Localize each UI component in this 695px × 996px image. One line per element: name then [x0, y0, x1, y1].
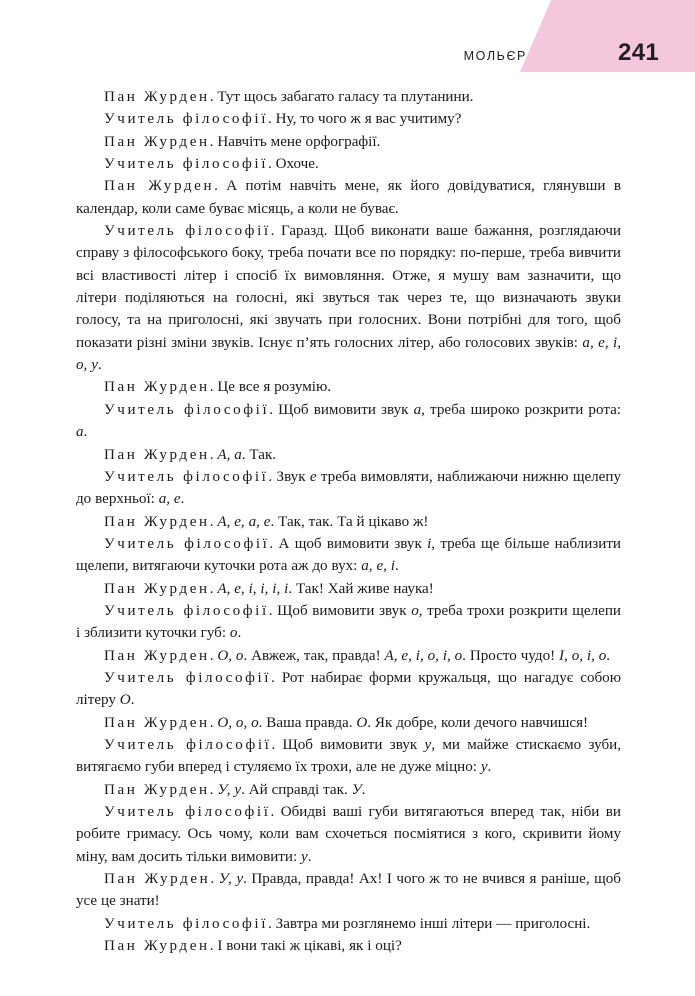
line-text: . Охоче. [267, 156, 319, 173]
line-text: . Правда, правда! Ах! І чого ж то не вчився я раніше, щоб усе це знати! [76, 871, 621, 910]
sound-letter: У, у [218, 871, 244, 888]
speaker-name: Пан Журден [104, 580, 210, 597]
line-text: . Щоб вимовити звук [271, 736, 425, 753]
speaker-name: Учитель філософії [104, 736, 272, 753]
line-text: . Тут щось забагато галасу та плутанини. [209, 89, 474, 105]
line-text: . [307, 848, 312, 865]
line-text: . [209, 513, 218, 530]
line-text: . Так, так. Та й цікаво ж! [270, 513, 429, 530]
speaker-name: Учитель філософії [104, 669, 272, 686]
line-text: . Ну, то чого ж я вас учитиму? [267, 111, 462, 128]
sound-letter: А, е, а, е [217, 513, 271, 530]
dialogue-paragraph [76, 801, 621, 868]
line-text: . Щоб вимовити звук [268, 602, 412, 619]
line-text: . [209, 781, 218, 798]
dialogue-paragraph [76, 533, 621, 578]
line-text: . [97, 357, 102, 374]
speaker-name: Пан Журден [104, 513, 210, 530]
sound-letter: о [229, 625, 238, 642]
line-text: . [130, 692, 135, 709]
speaker-name: Учитель філософії [104, 223, 271, 240]
line-text: . [210, 871, 219, 888]
line-text: . [209, 647, 218, 664]
sound-letter: а, е, і [361, 558, 395, 575]
speaker-name: Учитель філософії [104, 602, 269, 619]
line-text: . [394, 558, 399, 575]
sound-letter: О [119, 692, 131, 709]
dialogue-paragraph [76, 935, 621, 957]
dialogue-paragraph [76, 220, 621, 376]
dialogue-paragraph [76, 600, 621, 645]
sound-letter: У [351, 781, 362, 798]
sound-letter: а, е [158, 491, 181, 508]
speaker-name: Пан Журден [104, 938, 210, 955]
dialogue-paragraph [76, 153, 621, 175]
dialogue-paragraph [76, 444, 621, 466]
line-text: . Завтра ми розглянемо інші літери — приголосні. [267, 915, 591, 932]
sound-letter: А, е, і, о, і, о [384, 647, 463, 664]
speaker-name: Пан Журден [104, 89, 210, 105]
line-text: . Звук [268, 468, 310, 485]
speaker-name: Учитель філософії [104, 111, 268, 128]
line-text: . Просто чудо! [462, 647, 560, 664]
line-text: . Ай справді так. [241, 781, 352, 798]
line-text: , ми майже стискаємо зуби, витягаємо губи вперед і стуляємо їх трохи, але не дуже міцно: [76, 736, 622, 776]
line-text: . Так. [241, 446, 277, 463]
speaker-name: Пан Журден [104, 133, 210, 150]
speaker-name: Пан Журден [104, 446, 210, 463]
line-text: . [180, 491, 185, 508]
speaker-name: Учитель філософії [104, 804, 271, 820]
line-text: . Ваша правда. [258, 714, 357, 731]
page-header [0, 0, 695, 78]
line-text: . Рот набирає форми кружальця, що нагадує собою літеру [76, 669, 622, 709]
dialogue-paragraph [76, 734, 621, 779]
sound-letter: У, у [217, 781, 242, 798]
dialogue-paragraph [76, 399, 621, 444]
line-text: . [209, 714, 218, 731]
line-text: . Обидві ваші губи витягаються вперед так, ніби ви робите гримасу. Ось чому, коли вам схочеться посміятися з кого, скривити йому міну, вам досить тільки вимовити: [76, 804, 621, 865]
line-text: . [361, 781, 366, 798]
sound-letter: а [413, 401, 422, 418]
speaker-name: Пан Журден [104, 647, 210, 664]
line-text: . Гаразд. Щоб виконати ваше бажання, розглядаючи справу з філософського боку, треба почати все по порядку: по-перше, треба вивчити всі властивості літер і спосіб їх вимовляння. Отже, я мушу вам зазначити, що літери поділяються на голосні, які звуться так через те, що визначають звуки голосу, та на приголосні, які звучать при голосних. Вони потрібні для того, щоб показати різні зміни звуків. Існує п’ять голосних літер, або голосових звуків: [76, 223, 621, 351]
speaker-name: Пан Журден [104, 781, 210, 798]
speaker-name: Учитель філософії [104, 915, 268, 932]
line-text: . Як добре, коли дечого навчишся! [367, 714, 589, 731]
speaker-name: Учитель філософії [104, 468, 269, 485]
sound-letter: О, о, о [217, 714, 259, 731]
sound-letter: О, о [217, 647, 244, 664]
sound-letter: а [76, 424, 84, 441]
line-text: . [209, 580, 218, 597]
speaker-name: Учитель філософії [104, 535, 270, 552]
sound-letter: А, е, і, і, і, і [217, 580, 289, 597]
speaker-name: Пан Журден [104, 178, 215, 195]
sound-letter: а, е, і, о, у [76, 334, 621, 374]
line-text: . [606, 647, 611, 664]
line-text: . [237, 625, 242, 642]
line-text: . Щоб вимовити звук [269, 401, 414, 418]
line-text: . [209, 446, 218, 463]
dialogue-paragraph [76, 868, 621, 913]
sound-letter: І, о, і, о [559, 647, 607, 664]
page-number: 241 [618, 39, 659, 66]
line-text: . А потім навчіть мене, як його довідуватися, глянувши в календар, коли саме буває місяць, а коли не буває. [76, 178, 621, 217]
line-text: , треба трохи розкрити щелепи і зблизити куточки губ: [76, 602, 621, 642]
dialogue-paragraph [76, 175, 621, 220]
dialogue-paragraph [76, 578, 621, 600]
sound-letter: у [301, 848, 308, 865]
speaker-name: Пан Журден [104, 871, 211, 888]
line-text: . Авжеж, так, правда! [243, 647, 385, 664]
dialogue-paragraph [76, 645, 621, 667]
dialogue-paragraph [76, 667, 621, 712]
sound-letter: у [480, 759, 488, 776]
dialogue-paragraph [76, 466, 621, 511]
dialogue-paragraph [76, 86, 621, 108]
dialogue-paragraph [76, 712, 621, 734]
line-text: , треба широко розкрити рота: [421, 401, 621, 418]
dialogue-paragraph [76, 913, 621, 935]
sound-letter: о [411, 602, 419, 619]
sound-letter: у [424, 736, 432, 753]
sound-letter: е [309, 468, 317, 485]
dialogue-paragraph [76, 131, 621, 153]
line-text: , треба ще більше наблизити щелепи, витягаючи куточки рота аж до вух: [76, 535, 621, 575]
sound-letter: і [427, 535, 432, 552]
line-text: треба вимовляти, наближаючи нижню щелепу до верхньої: [76, 468, 621, 508]
dialogue-paragraph [76, 376, 621, 398]
sound-letter: О [356, 714, 368, 731]
pink-angled-banner [520, 0, 695, 72]
line-text: . [83, 424, 88, 441]
dialogue-paragraph [76, 511, 621, 533]
sound-letter: А, а [217, 446, 242, 463]
line-text: . Це все я розумію. [209, 379, 332, 396]
speaker-name: Учитель філософії [104, 156, 268, 173]
speaker-name: Пан Журден [104, 379, 210, 396]
speaker-name: Учитель філософії [104, 401, 270, 418]
body-text [76, 86, 621, 957]
dialogue-paragraph [76, 108, 621, 130]
line-text: . Навчіть мене орфографії. [209, 133, 381, 150]
dialogue-paragraph [76, 779, 621, 801]
line-text: . І вони такі ж цікаві, як і оці? [209, 938, 402, 955]
line-text: . А щоб вимовити звук [269, 535, 428, 552]
line-text: . Так! Хай живе наука! [288, 580, 434, 597]
running-title: МОЛЬЄР [463, 49, 527, 63]
speaker-name: Пан Журден [104, 714, 210, 731]
line-text: . [487, 759, 492, 776]
